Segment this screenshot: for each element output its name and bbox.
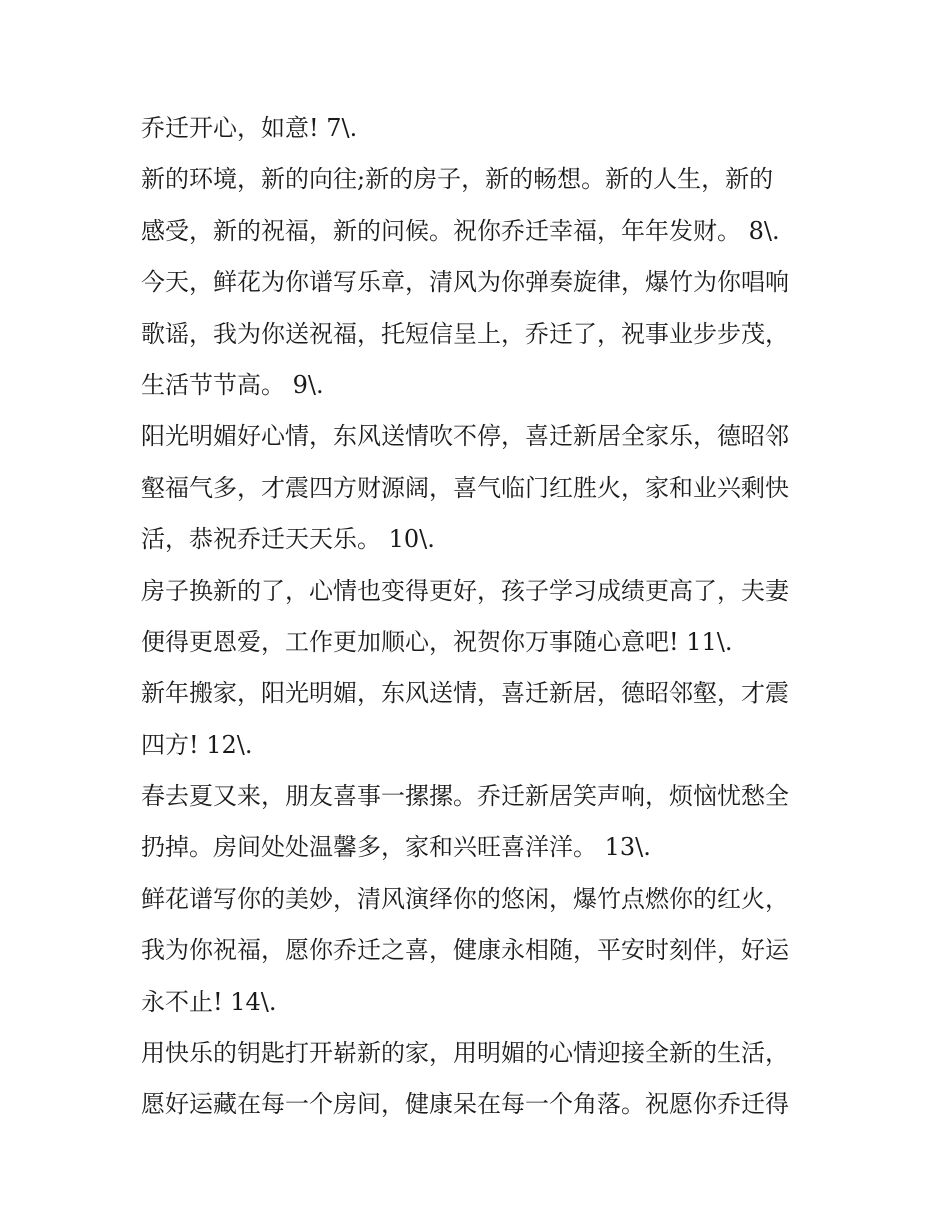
text-line: 阳光明媚好心情，东风送情吹不停，喜迁新居全家乐，德昭邻 — [141, 422, 789, 451]
text-line: 歌谣，我为你送祝福，托短信呈上，乔迁了，祝事业步步茂， — [141, 319, 789, 348]
text-line: 乔迁开心，如意! 7\. — [141, 114, 358, 142]
text-line: 生活节节高。 9\. — [141, 370, 324, 399]
text-line: 鲜花谱写你的美妙，清风演绎你的悠闲，爆竹点燃你的红火， — [141, 884, 789, 913]
text-line: 壑福气多，才震四方财源阔，喜气临门红胜火，家和业兴剩快 — [141, 473, 789, 502]
text-line: 新的环境，新的向往;新的房子，新的畅想。新的人生，新的 — [141, 165, 774, 194]
text-line: 今天，鲜花为你谱写乐章，清风为你弹奏旋律，爆竹为你唱响 — [141, 268, 789, 297]
text-line: 永不止! 14\. — [141, 987, 277, 1016]
text-line: 春去夏又来，朋友喜事一摞摞。乔迁新居笑声响，烦恼忧愁全 — [141, 782, 789, 811]
text-line: 活，恭祝乔迁天天乐。 10\. — [141, 525, 435, 554]
text-line: 房子换新的了，心情也变得更好，孩子学习成绩更高了，夫妻 — [141, 576, 789, 605]
text-line: 用快乐的钥匙打开崭新的家，用明媚的心情迎接全新的生活， — [141, 1039, 789, 1068]
body-text — [141, 108, 821, 1136]
text-line: 四方! 12\. — [141, 730, 253, 759]
text-line: 便得更恩爱，工作更加顺心，祝贺你万事随心意吧! 11\. — [141, 627, 733, 656]
text-line: 我为你祝福，愿你乔迁之喜，健康永相随，平安时刻伴，好运 — [141, 936, 789, 965]
text-line: 愿好运藏在每一个房间，健康呆在每一个角落。祝愿你乔迁得 — [141, 1090, 789, 1119]
text-line: 扔掉。房间处处温馨多，家和兴旺喜洋洋。 13\. — [141, 833, 651, 862]
text-line: 感受，新的祝福，新的问候。祝你乔迁幸福，年年发财。 8\. — [141, 216, 780, 245]
text-line: 新年搬家，阳光明媚，东风送情，喜迁新居，德昭邻壑，才震 — [141, 679, 789, 708]
